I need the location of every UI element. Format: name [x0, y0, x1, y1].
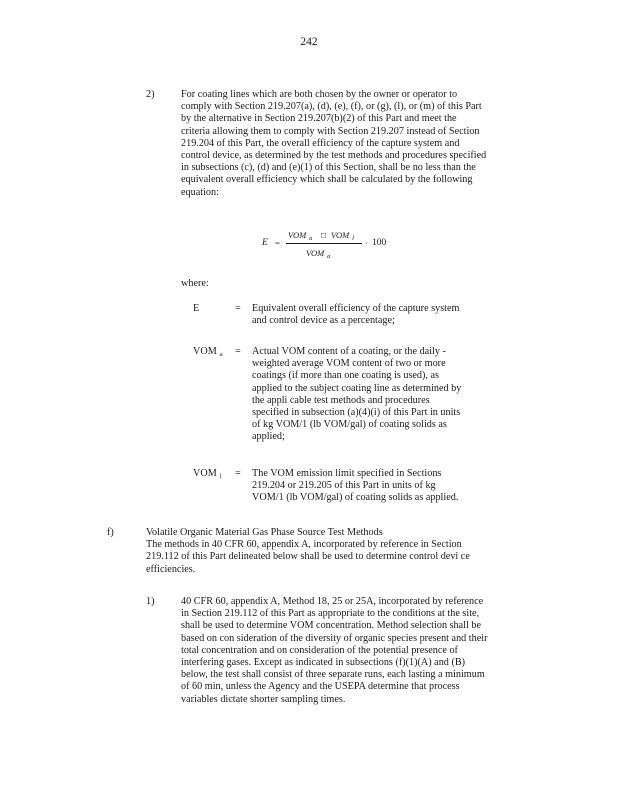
definition-term: E — [193, 303, 200, 314]
section-f-line: Volatile Organic Material Gas Phase Source Test Methods — [146, 527, 383, 538]
item-1-line: in Section 219.112 of this Part as appropriate to the conditions at the site, — [181, 608, 480, 620]
item-1-line: variables dictate shorter sampling times. — [181, 693, 346, 705]
item-1-line: below, the test shall consist of three separate runs, each lasting a minimum — [181, 669, 485, 681]
equation-times: · — [365, 238, 368, 248]
item-1-line: shall be used to determine VOM concentration. Method selection shall be — [181, 620, 481, 632]
item-1-line: interfering gases. Except as indicated in subsections (f)(1)(A) and (B) — [181, 657, 466, 669]
section-f-paragraph — [146, 527, 516, 576]
fraction-bar — [286, 243, 362, 244]
definition-term: VOM $_l$ — [193, 468, 222, 480]
item-1-line: total concentration and on consideration of the potential presence of — [181, 644, 458, 656]
definition-line: The VOM emission limit specified in Sections — [252, 468, 442, 479]
definition-line: and control device as a percentage; — [252, 315, 395, 327]
where-label: where: — [181, 278, 209, 289]
item-2-line: equation: — [181, 186, 219, 198]
definition-line: 219.204 or 219.205 of this Part in units of kg — [252, 480, 436, 492]
definition-line: Actual VOM content of a coating, or the daily - — [252, 346, 446, 357]
definition-line: VOM/1 (lb VOM/gal) of coating solids as applied. — [252, 492, 459, 504]
definition-line: coatings (if more than one coating is used), as — [252, 370, 440, 382]
section-f-line: efficiencies. — [146, 563, 196, 575]
definition-text — [252, 346, 461, 444]
equation-denominator: VOM $_a$ — [306, 248, 331, 260]
equation-factor: 100 — [372, 238, 387, 248]
item-2-label: 2) — [146, 89, 155, 100]
definition-line: weighted average VOM content of two or more — [252, 358, 446, 370]
item-2-line: criteria allowing them to comply with Section 219.207 instead of Section — [181, 125, 480, 137]
efficiency-equation — [262, 227, 402, 267]
definition-line: the appli cable test methods and procedures — [252, 394, 430, 406]
item-2-line: in subsections (c), (d) and (e)(1) of this Section, shall be no less than the — [181, 162, 476, 174]
definition-line: Equivalent overall efficiency of the capture system — [252, 303, 460, 314]
definition-line: specified in subsection (a)(4)(i) of this Part in units — [252, 407, 461, 419]
section-f-line: The methods in 40 CFR 60, appendix A, incorporated by reference in Section — [146, 539, 462, 551]
section-f-line: 219.112 of this Part delineated below shall be used to determine control devi ce — [146, 551, 470, 563]
equation-operator: □ — [321, 230, 327, 240]
definition-line: applied; — [252, 431, 285, 443]
item-2-line: by the alternative in Section 219.207(b)(2) of this Part and meet the — [181, 113, 457, 125]
definition-text — [252, 468, 458, 505]
item-1-line: based on con sideration of the diversity of organic species present and their — [181, 632, 488, 644]
equation-numerator-a: VOM $_a$ — [288, 230, 313, 242]
definition-equals: = — [235, 346, 241, 357]
item-2-line: For coating lines which are both chosen by the owner or operator to — [181, 89, 458, 100]
equation-lhs: E — [262, 238, 268, 248]
item-1-line: 40 CFR 60, appendix A, Method 18, 25 or 25A, incorporated by reference — [181, 596, 484, 607]
definition-equals: = — [235, 468, 241, 479]
item-2-line: equivalent overall efficiency which shall be calculated by the following — [181, 174, 473, 186]
page-number: 242 — [300, 36, 318, 48]
item-1-paragraph — [181, 596, 541, 706]
section-f-label: f) — [107, 527, 114, 538]
item-2-line: 219.204 of this Part, the overall efficiency of the capture system and — [181, 137, 460, 149]
definition-equals: = — [235, 303, 241, 314]
item-2-line: comply with Section 219.207(a), (d), (e), (f), or (g), (l), or (m) of this Part — [181, 101, 482, 113]
definition-term: VOM $_a$ — [193, 346, 223, 358]
definition-text — [252, 303, 459, 327]
item-1-line: of 60 min, unless the Agency and the USEPA determine that process — [181, 681, 460, 693]
equation-numerator-b: VOM $_l$ — [331, 230, 354, 242]
item-2-line: control device, as determined by the test methods and procedures specified — [181, 150, 487, 162]
item-1-label: 1) — [146, 596, 155, 607]
definition-line: of kg VOM/1 (lb VOM/gal) of coating solids as — [252, 419, 447, 431]
item-2-paragraph — [181, 89, 531, 199]
definition-line: applied to the subject coating line as determined by — [252, 382, 462, 394]
equation-equals: = — [275, 238, 280, 248]
